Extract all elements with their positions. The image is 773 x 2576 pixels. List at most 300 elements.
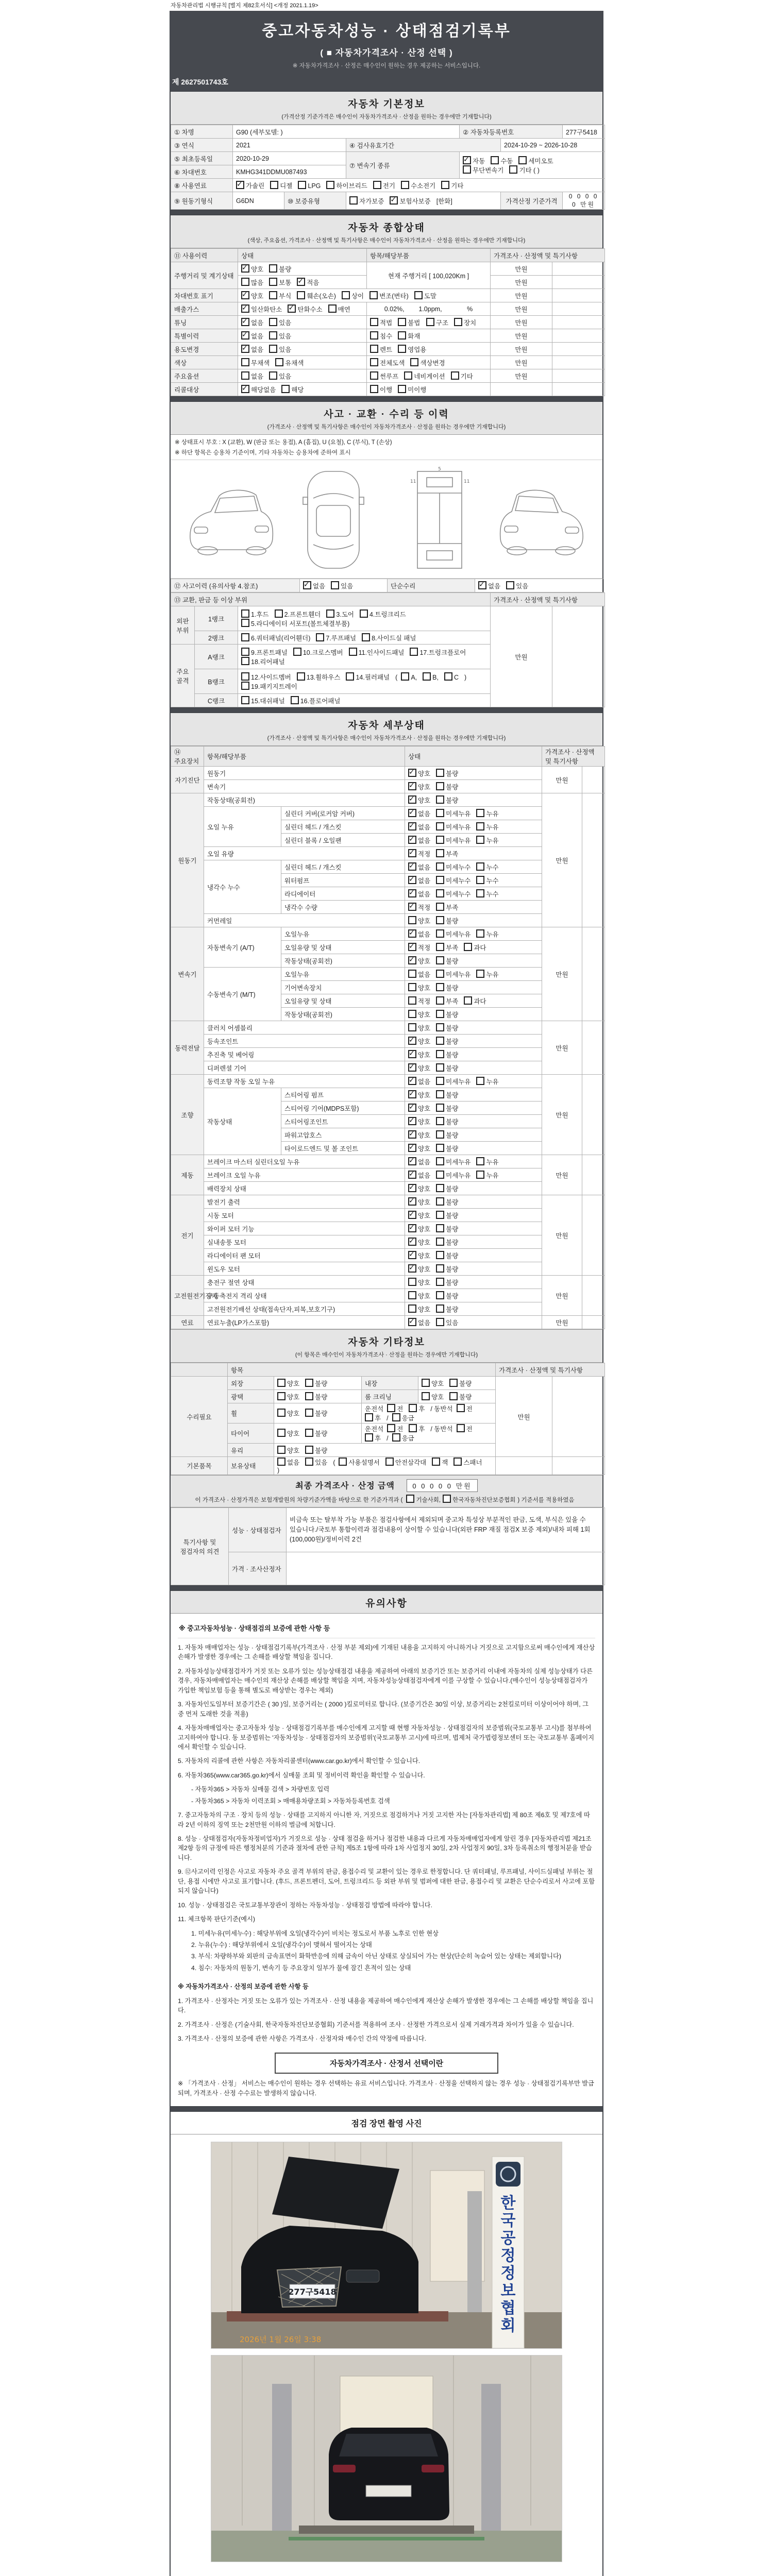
option-label: 화재: [408, 332, 421, 340]
checkbox-icon[interactable]: [408, 769, 416, 777]
checkbox-icon[interactable]: [408, 1144, 416, 1152]
checkbox-icon[interactable]: [422, 1392, 430, 1400]
checkbox-icon[interactable]: [408, 876, 416, 884]
checkbox-icon[interactable]: [241, 672, 249, 681]
checkbox-icon[interactable]: [331, 581, 339, 589]
option-label: 장치: [464, 319, 477, 327]
option-label: LPG: [308, 182, 321, 190]
checkbox-option: [436, 769, 458, 778]
checkbox-option: [398, 345, 426, 354]
checkbox-icon[interactable]: [408, 1238, 416, 1246]
checkbox-icon[interactable]: [362, 633, 370, 641]
checkbox-option: [370, 331, 392, 341]
checkbox-option: [365, 1413, 381, 1422]
checkbox-icon[interactable]: [369, 291, 378, 299]
checkbox-option: [241, 682, 297, 691]
checkbox-option: [370, 358, 405, 367]
checkbox-icon[interactable]: [436, 1224, 444, 1232]
checkbox-icon[interactable]: [398, 345, 406, 353]
checkbox-icon[interactable]: [241, 696, 249, 704]
checkbox-icon[interactable]: [436, 1238, 444, 1246]
color-detail-options: [367, 356, 491, 369]
item-label: 실린더 커버(로커암 커버): [281, 807, 405, 820]
checkbox-icon[interactable]: [305, 1409, 313, 1417]
checkbox-option: [476, 970, 498, 979]
checkbox-icon[interactable]: [241, 648, 249, 656]
checkbox-icon[interactable]: [298, 181, 306, 189]
option-label: 없음: [418, 877, 431, 885]
checkbox-icon[interactable]: [436, 822, 444, 831]
checkbox-icon[interactable]: [436, 916, 444, 924]
status-options: [405, 914, 542, 927]
checkbox-option: [449, 1392, 472, 1401]
option-label: 불량: [459, 1393, 472, 1401]
checkbox-option: [269, 318, 291, 327]
option-label: 양호: [418, 1091, 431, 1099]
checkbox-icon[interactable]: [408, 809, 416, 817]
checkbox-icon[interactable]: [398, 385, 406, 393]
checkbox-icon[interactable]: [436, 1171, 444, 1179]
checkbox-icon[interactable]: [476, 970, 484, 978]
simple-repair-label: 단순수리: [388, 579, 475, 592]
table-row: [171, 1075, 605, 1088]
checkbox-icon[interactable]: [275, 609, 283, 618]
status-options: [405, 927, 542, 941]
checkbox-icon[interactable]: [410, 358, 418, 366]
checkbox-icon[interactable]: [441, 181, 449, 189]
status-options: [405, 860, 542, 874]
checkbox-icon[interactable]: [408, 1090, 416, 1098]
checkbox-icon[interactable]: [349, 648, 357, 656]
checkbox-option: [408, 836, 430, 845]
table-row: [171, 1182, 605, 1195]
table-row: [171, 139, 605, 152]
option-label: 양호: [431, 1393, 444, 1401]
checkbox-icon[interactable]: [241, 682, 249, 690]
checkbox-icon[interactable]: [436, 1318, 444, 1326]
remark-cell: [552, 369, 605, 383]
checkbox-icon[interactable]: [390, 196, 398, 205]
checkbox-icon[interactable]: [449, 1392, 458, 1400]
checkbox-icon[interactable]: [303, 581, 311, 589]
checkbox-option: [408, 782, 430, 791]
checkbox-icon[interactable]: [451, 371, 459, 380]
checkbox-icon[interactable]: [436, 1130, 444, 1139]
checkbox-icon[interactable]: [408, 889, 416, 897]
checkbox-icon[interactable]: [398, 318, 406, 326]
checkbox-icon[interactable]: [342, 291, 350, 299]
option-label: 양호: [418, 1118, 431, 1126]
checkbox-icon[interactable]: [370, 385, 378, 393]
checkbox-icon[interactable]: [241, 619, 249, 627]
checkbox-icon[interactable]: [436, 782, 444, 790]
checkbox-icon[interactable]: [408, 903, 416, 911]
checkbox-icon[interactable]: [269, 264, 277, 273]
checkbox-icon[interactable]: [277, 1409, 285, 1417]
checkbox-icon[interactable]: [241, 385, 249, 393]
checkbox-icon[interactable]: [297, 672, 305, 681]
checkbox-option: [436, 876, 470, 885]
checkbox-icon[interactable]: [476, 889, 484, 897]
status-options: [405, 780, 542, 793]
checkbox-icon[interactable]: [436, 1278, 444, 1286]
checkbox-icon[interactable]: [277, 1392, 285, 1400]
checkbox-option: [241, 318, 263, 327]
checkbox-icon[interactable]: [408, 1184, 416, 1192]
checkbox-icon[interactable]: [326, 609, 334, 618]
checkbox-icon[interactable]: [476, 822, 484, 831]
option-label: 양호: [418, 1038, 431, 1045]
checkbox-icon[interactable]: [436, 1010, 444, 1018]
checkbox-icon[interactable]: [408, 849, 416, 857]
checkbox-icon[interactable]: [401, 672, 409, 681]
checkbox-icon[interactable]: [385, 1458, 394, 1466]
checkbox-icon[interactable]: [476, 862, 484, 871]
checkbox-icon[interactable]: [398, 331, 406, 340]
checkbox-icon[interactable]: [443, 1495, 451, 1503]
checkbox-icon[interactable]: [436, 983, 444, 991]
checkbox-icon[interactable]: [436, 1264, 444, 1273]
checkbox-icon[interactable]: [408, 983, 416, 991]
status-options: [405, 807, 542, 820]
checkbox-icon[interactable]: [436, 1117, 444, 1125]
checkbox-icon[interactable]: [444, 672, 452, 681]
checkbox-icon[interactable]: [408, 782, 416, 790]
checkbox-icon[interactable]: [436, 1184, 444, 1192]
checkbox-icon[interactable]: [365, 1433, 373, 1442]
checkbox-icon[interactable]: [436, 970, 444, 978]
checkbox-icon[interactable]: [436, 1157, 444, 1165]
status-options: [405, 901, 542, 914]
checkbox-icon[interactable]: [408, 1264, 416, 1273]
checkbox-icon[interactable]: [408, 1077, 416, 1085]
checkbox-icon[interactable]: [436, 1037, 444, 1045]
checkbox-icon[interactable]: [277, 1379, 285, 1387]
checkbox-icon[interactable]: [423, 672, 431, 681]
notice-tail: ※ 「가격조사 · 산정」 서비스는 매수인이 원하는 경우 선택하는 유료 서비스입니다. 가격조사 · 산정을 선택하지 않는 경우 성능 · 상태점검기록부만 발급되며, 가격조사 · 산정 수수료는 발생하지 않습니다.: [178, 2080, 594, 2097]
table-row: [171, 1155, 605, 1168]
checkbox-icon[interactable]: [436, 996, 444, 1005]
checkbox-option: [392, 1433, 414, 1443]
checkbox-icon[interactable]: [408, 1010, 416, 1018]
checkbox-option: [443, 1495, 515, 1504]
checkbox-icon[interactable]: [408, 1130, 416, 1139]
item-label: 실린더 헤드 / 개스킷: [281, 860, 405, 874]
checkbox-icon[interactable]: [436, 809, 444, 817]
checkbox-icon[interactable]: [436, 1077, 444, 1085]
checkbox-icon[interactable]: [436, 929, 444, 938]
option-label: 불량: [315, 1393, 328, 1401]
checkbox-icon[interactable]: [305, 1458, 313, 1466]
checkbox-icon[interactable]: [509, 165, 517, 174]
checkbox-option: [436, 970, 470, 979]
checkbox-icon[interactable]: [436, 889, 444, 897]
checkbox-icon[interactable]: [281, 385, 290, 393]
checkbox-icon[interactable]: [408, 1291, 416, 1299]
checkbox-icon[interactable]: [241, 264, 249, 273]
checkbox-icon[interactable]: [436, 1023, 444, 1031]
checkbox-icon[interactable]: [409, 1404, 417, 1412]
checkbox-icon[interactable]: [408, 1318, 416, 1326]
checkbox-icon[interactable]: [305, 1392, 313, 1400]
price-cell: 만원: [491, 262, 552, 276]
checkbox-icon[interactable]: [436, 1291, 444, 1299]
checkbox-icon[interactable]: [346, 672, 354, 681]
section-photos: [170, 2111, 603, 2576]
table-row: [171, 262, 605, 276]
checkbox-icon[interactable]: [463, 156, 471, 164]
checkbox-icon[interactable]: [387, 1404, 395, 1412]
option-label: C: [453, 673, 459, 681]
checkbox-icon[interactable]: [406, 1495, 414, 1503]
checkbox-icon[interactable]: [241, 291, 249, 299]
checkbox-icon[interactable]: [457, 1424, 465, 1432]
checkbox-icon[interactable]: [436, 903, 444, 911]
checkbox-icon[interactable]: [392, 1433, 400, 1442]
checkbox-icon[interactable]: [297, 278, 305, 286]
checkbox-option: [410, 358, 445, 367]
checkbox-icon[interactable]: [370, 318, 378, 326]
checkbox-icon[interactable]: [297, 291, 305, 299]
option-label: 보통: [279, 279, 292, 286]
sub-group-label: 작동상태: [204, 1088, 281, 1155]
checkbox-icon[interactable]: [436, 1211, 444, 1219]
checkbox-icon[interactable]: [408, 822, 416, 831]
remark-cell: [582, 1276, 605, 1316]
field-label: ⑤ 최초등록일: [171, 152, 233, 165]
checkbox-icon[interactable]: [370, 358, 378, 366]
checkbox-icon[interactable]: [373, 181, 381, 189]
checkbox-icon[interactable]: [476, 1077, 484, 1085]
checkbox-icon[interactable]: [269, 278, 277, 286]
checkbox-icon[interactable]: [464, 943, 472, 951]
checkbox-icon[interactable]: [449, 1379, 458, 1387]
column-header: 가격조사 · 산정액 및 특기사항: [542, 747, 605, 767]
checkbox-icon[interactable]: [241, 331, 249, 340]
checkbox-option: [422, 1379, 444, 1388]
checkbox-icon[interactable]: [365, 1413, 373, 1421]
checkbox-icon[interactable]: [436, 795, 444, 804]
checkbox-icon[interactable]: [370, 371, 378, 380]
checkbox-icon[interactable]: [269, 291, 277, 299]
option-label: 적정: [418, 904, 431, 911]
checkbox-icon[interactable]: [401, 181, 409, 189]
color-options: [238, 356, 367, 369]
checkbox-icon[interactable]: [269, 345, 277, 353]
checkbox-icon[interactable]: [408, 1304, 416, 1313]
checkbox-icon[interactable]: [491, 156, 499, 164]
checkbox-icon[interactable]: [476, 1157, 484, 1165]
checkbox-icon[interactable]: [436, 836, 444, 844]
option-text: (: [395, 673, 398, 681]
checkbox-icon[interactable]: [387, 1424, 395, 1432]
table-row: [171, 1377, 605, 1390]
checkbox-icon[interactable]: [476, 1171, 484, 1179]
checkbox-icon[interactable]: [436, 849, 444, 857]
checkbox-icon[interactable]: [408, 1211, 416, 1219]
checkbox-icon[interactable]: [408, 795, 416, 804]
checkbox-icon[interactable]: [408, 1104, 416, 1112]
checkbox-icon[interactable]: [454, 318, 462, 326]
checkbox-icon[interactable]: [422, 1379, 430, 1387]
checkbox-icon[interactable]: [408, 1157, 416, 1165]
checkbox-option: [509, 165, 539, 175]
remark-cell: [552, 1377, 605, 1457]
status-options: [405, 874, 542, 887]
checkbox-icon[interactable]: [326, 181, 334, 189]
checkbox-icon[interactable]: [241, 345, 249, 353]
checkbox-icon[interactable]: [408, 836, 416, 844]
section-note: (가격산정 기준가격은 매수인이 자동차가격조사 · 산정을 원하는 경우에만 기재합니다): [281, 114, 492, 120]
checkbox-icon[interactable]: [410, 648, 418, 656]
checkbox-icon[interactable]: [236, 181, 244, 189]
base-price-label: 가격산정 기준가격: [501, 192, 563, 210]
checkbox-icon[interactable]: [241, 657, 249, 665]
checkbox-option: [436, 1130, 458, 1140]
checkbox-icon[interactable]: [453, 1458, 462, 1466]
checkbox-icon[interactable]: [426, 318, 434, 326]
checkbox-icon[interactable]: [305, 1446, 313, 1454]
checkbox-icon[interactable]: [270, 181, 278, 189]
checkbox-icon[interactable]: [408, 1278, 416, 1286]
checkbox-icon[interactable]: [476, 929, 484, 938]
option-label: 하이브리드: [336, 182, 367, 190]
checkbox-icon[interactable]: [277, 1429, 285, 1437]
checkbox-icon[interactable]: [464, 996, 472, 1005]
checkbox-icon[interactable]: [408, 1023, 416, 1031]
group-label: 전기: [171, 1195, 204, 1276]
checkbox-icon[interactable]: [457, 1404, 465, 1412]
checkbox-icon[interactable]: [436, 1197, 444, 1206]
checkbox-icon[interactable]: [408, 1037, 416, 1045]
item-label: 파워고압호스: [281, 1128, 405, 1142]
checkbox-icon[interactable]: [328, 304, 337, 313]
group-label: 자기진단: [171, 767, 204, 793]
checkbox-icon[interactable]: [436, 943, 444, 951]
checkbox-icon[interactable]: [436, 1090, 444, 1098]
checkbox-icon[interactable]: [518, 156, 527, 164]
checkbox-icon[interactable]: [392, 1413, 400, 1421]
checkbox-icon[interactable]: [316, 633, 324, 641]
checkbox-icon[interactable]: [436, 956, 444, 964]
checkbox-icon[interactable]: [408, 943, 416, 951]
status-options: [274, 1390, 362, 1403]
checkbox-icon[interactable]: [277, 1458, 285, 1466]
group-label-repair-needed: 수리필요: [171, 1377, 228, 1457]
checkbox-icon[interactable]: [404, 371, 412, 380]
checkbox-icon[interactable]: [370, 331, 378, 340]
checkbox-icon[interactable]: [291, 696, 299, 704]
checkbox-icon[interactable]: [408, 1050, 416, 1058]
checkbox-icon[interactable]: [436, 1304, 444, 1313]
checkbox-icon[interactable]: [476, 809, 484, 817]
checkbox-icon[interactable]: [241, 371, 249, 380]
checkbox-icon[interactable]: [408, 916, 416, 924]
checkbox-icon[interactable]: [478, 581, 486, 589]
checkbox-icon[interactable]: [241, 358, 249, 366]
option-label: 미세누수: [446, 863, 471, 871]
option-label: 색상변경: [420, 359, 445, 367]
checkbox-icon[interactable]: [241, 609, 249, 618]
checkbox-icon[interactable]: [408, 929, 416, 938]
checkbox-icon[interactable]: [241, 633, 249, 641]
checkbox-icon[interactable]: [408, 1117, 416, 1125]
checkbox-icon[interactable]: [408, 1251, 416, 1259]
option-label: 불량: [446, 770, 459, 777]
registration-number-value: 277구5418: [563, 125, 605, 139]
checkbox-icon[interactable]: [432, 1458, 440, 1466]
checkbox-icon[interactable]: [408, 996, 416, 1005]
checkbox-icon[interactable]: [408, 862, 416, 871]
price-cell: 만원: [491, 276, 552, 289]
item-label: 광택: [228, 1390, 274, 1403]
checkbox-icon[interactable]: [408, 970, 416, 978]
checkbox-icon[interactable]: [476, 836, 484, 844]
checkbox-icon[interactable]: [414, 291, 423, 299]
option-text: /: [386, 1415, 389, 1422]
checkbox-icon[interactable]: [436, 876, 444, 884]
checkbox-icon[interactable]: [288, 304, 296, 313]
checkbox-icon[interactable]: [370, 345, 378, 353]
checkbox-icon[interactable]: [305, 1379, 313, 1387]
option-text: (: [333, 1459, 335, 1466]
checkbox-icon[interactable]: [436, 1050, 444, 1058]
remark-cell: [552, 343, 605, 356]
option-label: 미세누유: [446, 971, 471, 978]
checkbox-option: [476, 809, 498, 818]
checkbox-icon[interactable]: [241, 304, 249, 313]
checkbox-icon[interactable]: [463, 165, 471, 174]
item-label: 실린더 헤드 / 개스킷: [281, 820, 405, 834]
checkbox-icon[interactable]: [269, 318, 277, 326]
checkbox-option: [408, 1197, 430, 1207]
checkbox-icon[interactable]: [408, 1197, 416, 1206]
checkbox-icon[interactable]: [349, 196, 358, 205]
table-row: [171, 192, 605, 210]
checkbox-icon[interactable]: [436, 1104, 444, 1112]
checkbox-icon[interactable]: [436, 769, 444, 777]
notice-item: - 자동차365 > 자동차 이력조회 > 매매용차량조회 > 자동차등록번호 검색: [191, 1797, 390, 1805]
checkbox-icon[interactable]: [275, 358, 283, 366]
checkbox-icon[interactable]: [339, 1458, 347, 1466]
checkbox-icon[interactable]: [436, 1251, 444, 1259]
option-label: 후: [418, 1426, 425, 1433]
checkbox-icon[interactable]: [269, 331, 277, 340]
document-dark-background: [170, 11, 603, 2576]
checkbox-icon[interactable]: [408, 1063, 416, 1072]
checkbox-icon[interactable]: [409, 1424, 417, 1432]
checkbox-icon[interactable]: [436, 862, 444, 871]
checkbox-option: [387, 1424, 403, 1433]
notice-item: 3. 부식: 차량하부와 외판의 금속표면이 화학반응에 의해 금속이 아닌 상태로 상실되어 가는 현상(단순히 녹슬어 있는 상태는 제외합니다): [191, 1953, 561, 1960]
checkbox-icon[interactable]: [360, 609, 368, 618]
checkbox-icon[interactable]: [241, 278, 249, 286]
checkbox-icon[interactable]: [436, 1063, 444, 1072]
option-label: 6.쿼터패널(리어휀더): [251, 634, 311, 642]
transmission-options: [460, 152, 605, 179]
checkbox-icon[interactable]: [436, 1144, 444, 1152]
checkbox-icon[interactable]: [277, 1446, 285, 1454]
checkbox-icon[interactable]: [408, 956, 416, 964]
checkbox-icon[interactable]: [408, 1171, 416, 1179]
checkbox-icon[interactable]: [305, 1429, 313, 1437]
checkbox-icon[interactable]: [476, 876, 484, 884]
checkbox-icon[interactable]: [293, 648, 301, 656]
checkbox-icon[interactable]: [408, 1224, 416, 1232]
checkbox-icon[interactable]: [241, 318, 249, 326]
checkbox-icon[interactable]: [506, 581, 514, 589]
checkbox-icon[interactable]: [269, 371, 277, 380]
